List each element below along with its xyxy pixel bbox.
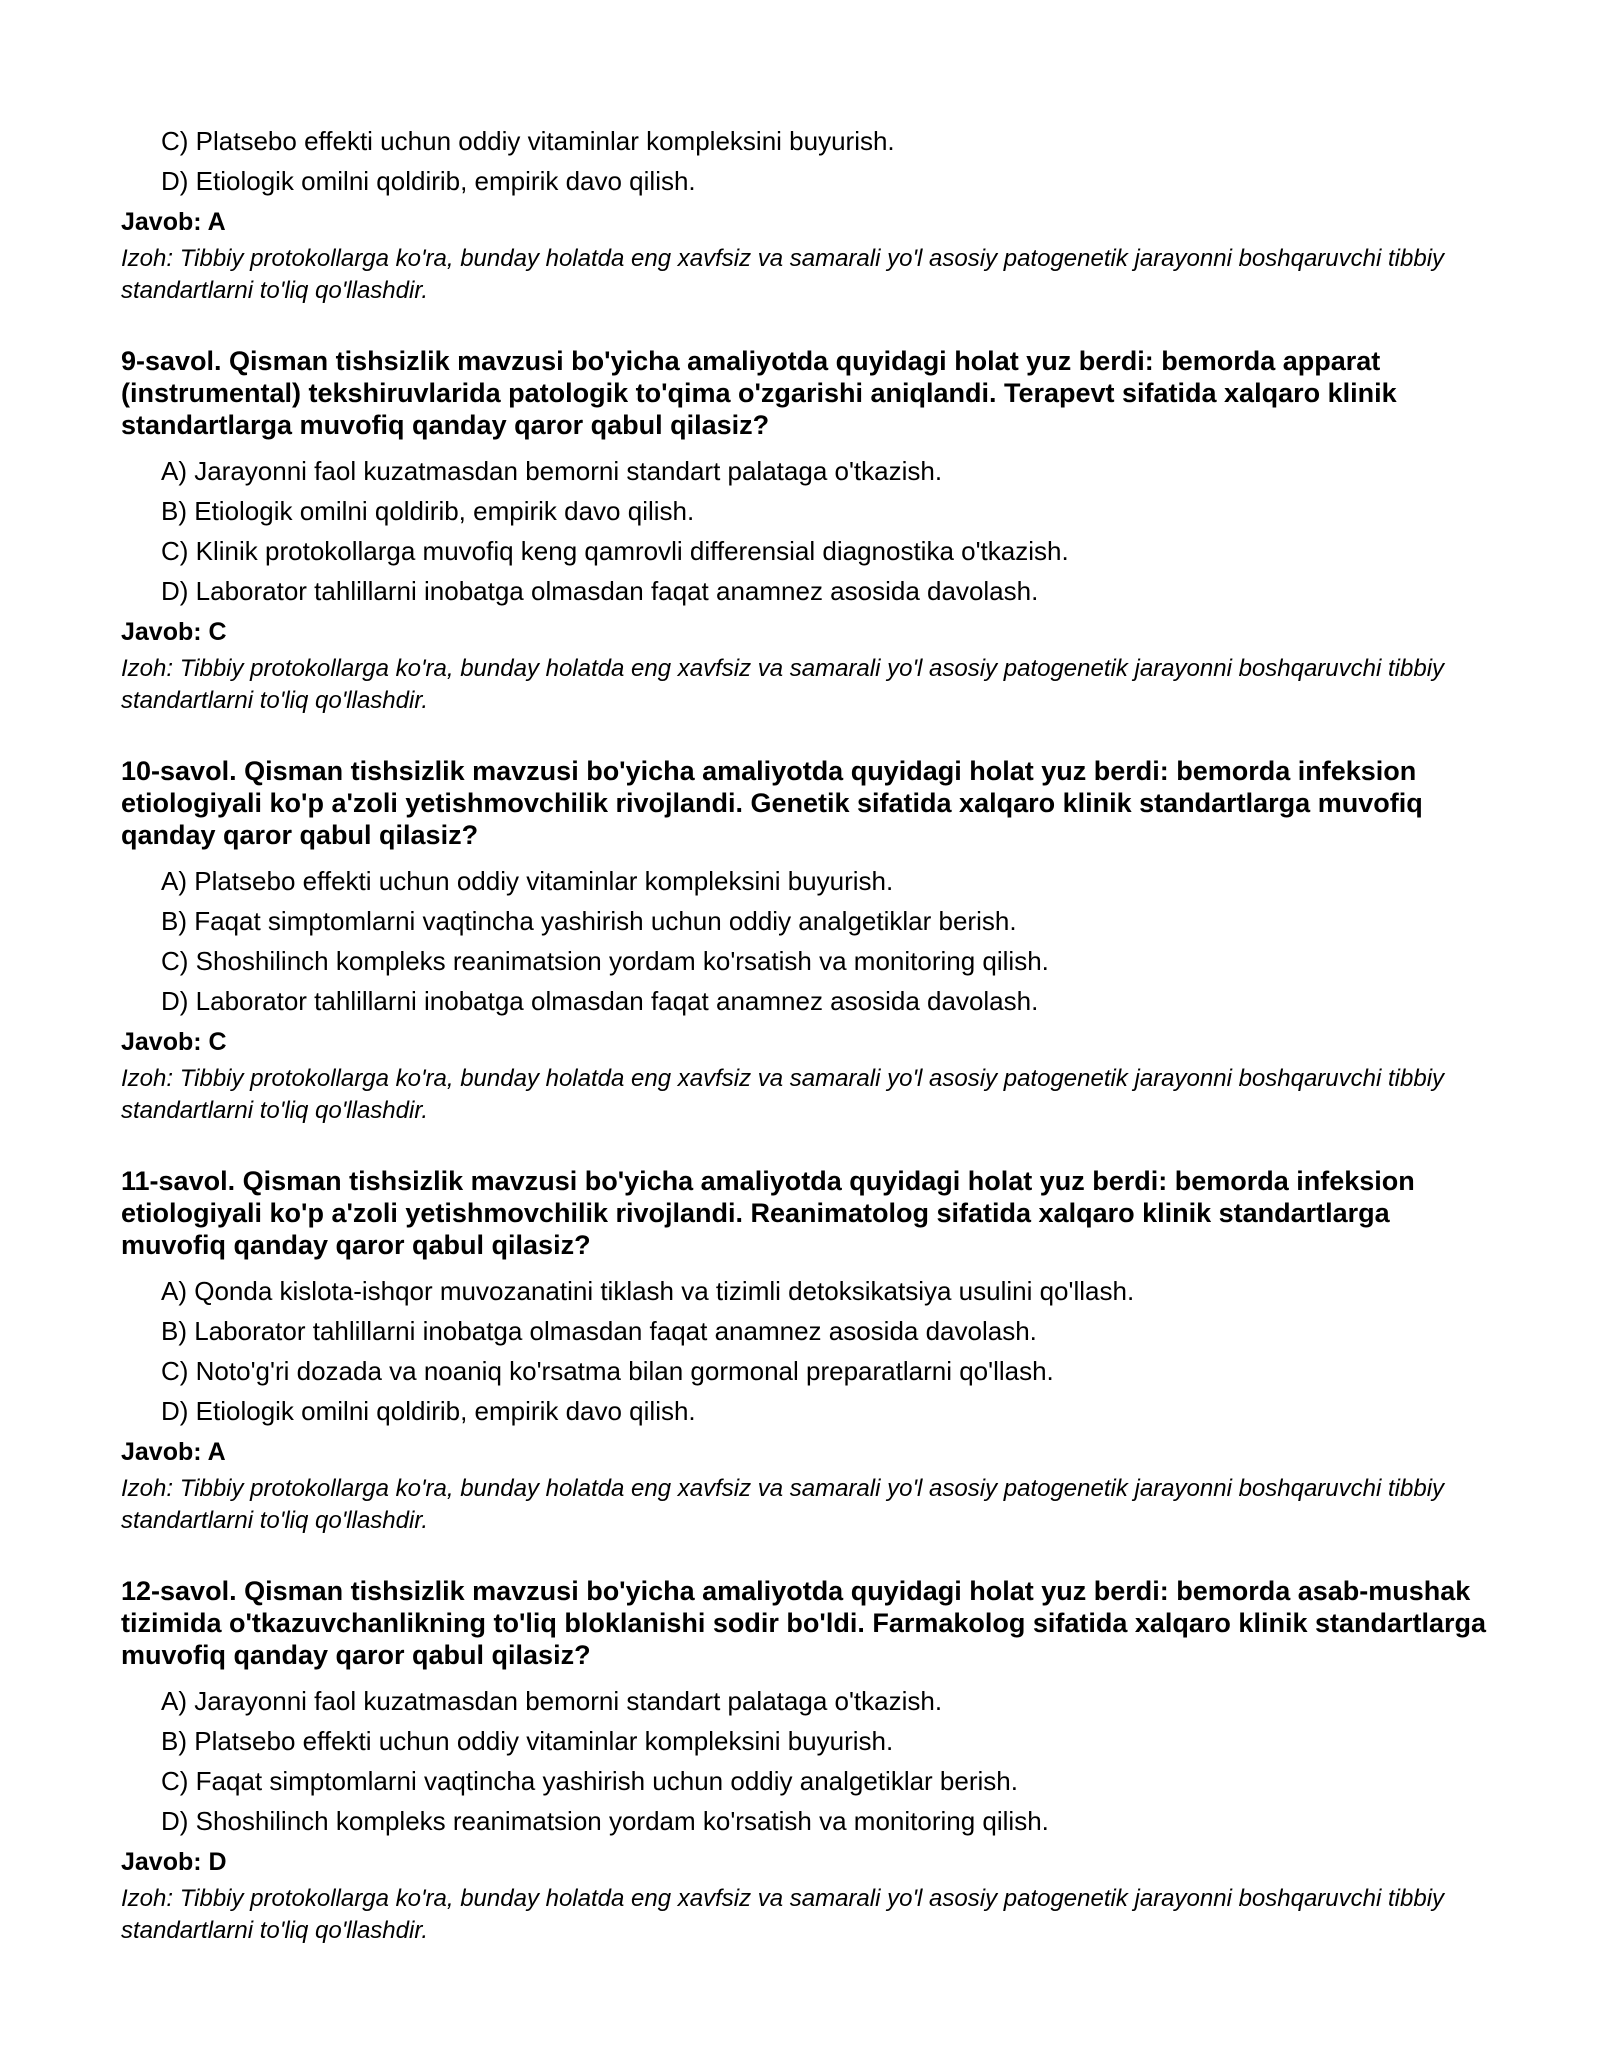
- option-d: D) Laborator tahlillarni inobatga olmasdan faqat anamnez asosida davolash.: [161, 576, 1039, 606]
- option-d: D) Laborator tahlillarni inobatga olmasdan faqat anamnez asosida davolash.: [161, 986, 1039, 1016]
- question-text: 12-savol. Qisman tishsizlik mavzusi bo'yicha amaliyotda quyidagi holat yuz berdi: bemorda asab-mushak tizimida o'tkazuvchanlikning to'liq bloklanishi sodir bo'ldi. Farmakolog sifatida xalqaro klinik standartlarga muvofiq qanday qaror qabul qilasiz?: [121, 1576, 1487, 1670]
- explanation-note: Izoh: Tibbiy protokollarga ko'ra, bunday holatda eng xavfsiz va samarali yo'l asosiy patogenetik jarayonni boshqaruvchi tibbiy standartlarni to'liq qo'llashdir.: [121, 1065, 1445, 1124]
- answer-label: Javob: D: [121, 1848, 227, 1876]
- question-block-9: [121, 345, 1491, 717]
- option-d: D) Shoshilinch kompleks reanimatsion yordam ko'rsatish va monitoring qilish.: [161, 1806, 1049, 1836]
- option-b: B) Faqat simptomlarni vaqtincha yashirish uchun oddiy analgetiklar berish.: [161, 906, 1017, 936]
- answer-label: Javob: C: [121, 1028, 227, 1056]
- answer-label: Javob: A: [121, 1438, 226, 1466]
- option-a: A) Jarayonni faol kuzatmasdan bemorni standart palataga o'tkazish.: [161, 1686, 943, 1716]
- question-block-12: [121, 1575, 1491, 1947]
- option-d: D) Etiologik omilni qoldirib, empirik davo qilish.: [161, 166, 696, 196]
- page-content: [121, 121, 1491, 1947]
- option-c: C) Noto'g'ri dozada va noaniq ko'rsatma bilan gormonal preparatlarni qo'llash.: [161, 1356, 1054, 1386]
- option-c: C) Faqat simptomlarni vaqtincha yashirish uchun oddiy analgetiklar berish.: [161, 1766, 1018, 1796]
- option-b: B) Platsebo effekti uchun oddiy vitaminlar kompleksini buyurish.: [161, 1726, 894, 1756]
- option-b: B) Etiologik omilni qoldirib, empirik davo qilish.: [161, 496, 695, 526]
- explanation-note: Izoh: Tibbiy protokollarga ko'ra, bunday holatda eng xavfsiz va samarali yo'l asosiy patogenetik jarayonni boshqaruvchi tibbiy standartlarni to'liq qo'llashdir.: [121, 1475, 1445, 1534]
- explanation-note: Izoh: Tibbiy protokollarga ko'ra, bunday holatda eng xavfsiz va samarali yo'l asosiy patogenetik jarayonni boshqaruvchi tibbiy standartlarni to'liq qo'llashdir.: [121, 245, 1445, 304]
- option-a: A) Qonda kislota-ishqor muvozanatini tiklash va tizimli detoksikatsiya usulini qo'llash.: [161, 1276, 1135, 1306]
- answer-label: Javob: C: [121, 618, 227, 646]
- option-b: B) Laborator tahlillarni inobatga olmasdan faqat anamnez asosida davolash.: [161, 1316, 1037, 1346]
- question-text: 11-savol. Qisman tishsizlik mavzusi bo'yicha amaliyotda quyidagi holat yuz berdi: bemorda infeksion etiologiyali ko'p a'zoli yetishmovchilik rivojlandi. Reanimatolog sifatida xalqaro klinik standartlarga muvofiq qanday qaror qabul qilasiz?: [121, 1166, 1415, 1260]
- question-text: 9-savol. Qisman tishsizlik mavzusi bo'yicha amaliyotda quyidagi holat yuz berdi: bemorda apparat (instrumental) tekshiruvlarida patologik to'qima o'zgarishi aniqlandi. Terapevt sifatida xalqaro klinik standartlarga muvofiq qanday qaror qabul qilasiz?: [121, 346, 1397, 440]
- option-a: A) Jarayonni faol kuzatmasdan bemorni standart palataga o'tkazish.: [161, 456, 943, 486]
- question-block-11: [121, 1165, 1491, 1537]
- explanation-note: Izoh: Tibbiy protokollarga ko'ra, bunday holatda eng xavfsiz va samarali yo'l asosiy patogenetik jarayonni boshqaruvchi tibbiy standartlarni to'liq qo'llashdir.: [121, 1885, 1445, 1944]
- option-c: C) Klinik protokollarga muvofiq keng qamrovli differensial diagnostika o'tkazish.: [161, 536, 1069, 566]
- question-block-10: [121, 755, 1491, 1127]
- option-c: C) Shoshilinch kompleks reanimatsion yordam ko'rsatish va monitoring qilish.: [161, 946, 1049, 976]
- question-continuation: [121, 121, 1491, 307]
- explanation-note: Izoh: Tibbiy protokollarga ko'ra, bunday holatda eng xavfsiz va samarali yo'l asosiy patogenetik jarayonni boshqaruvchi tibbiy standartlarni to'liq qo'llashdir.: [121, 655, 1445, 714]
- option-c: C) Platsebo effekti uchun oddiy vitaminlar kompleksini buyurish.: [161, 126, 895, 156]
- option-a: A) Platsebo effekti uchun oddiy vitaminlar kompleksini buyurish.: [161, 866, 894, 896]
- option-d: D) Etiologik omilni qoldirib, empirik davo qilish.: [161, 1396, 696, 1426]
- question-text: 10-savol. Qisman tishsizlik mavzusi bo'yicha amaliyotda quyidagi holat yuz berdi: bemorda infeksion etiologiyali ko'p a'zoli yetishmovchilik rivojlandi. Genetik sifatida xalqaro klinik standartlarga muvofiq qanday qaror qabul qilasiz?: [121, 756, 1423, 850]
- answer-label: Javob: A: [121, 208, 226, 236]
